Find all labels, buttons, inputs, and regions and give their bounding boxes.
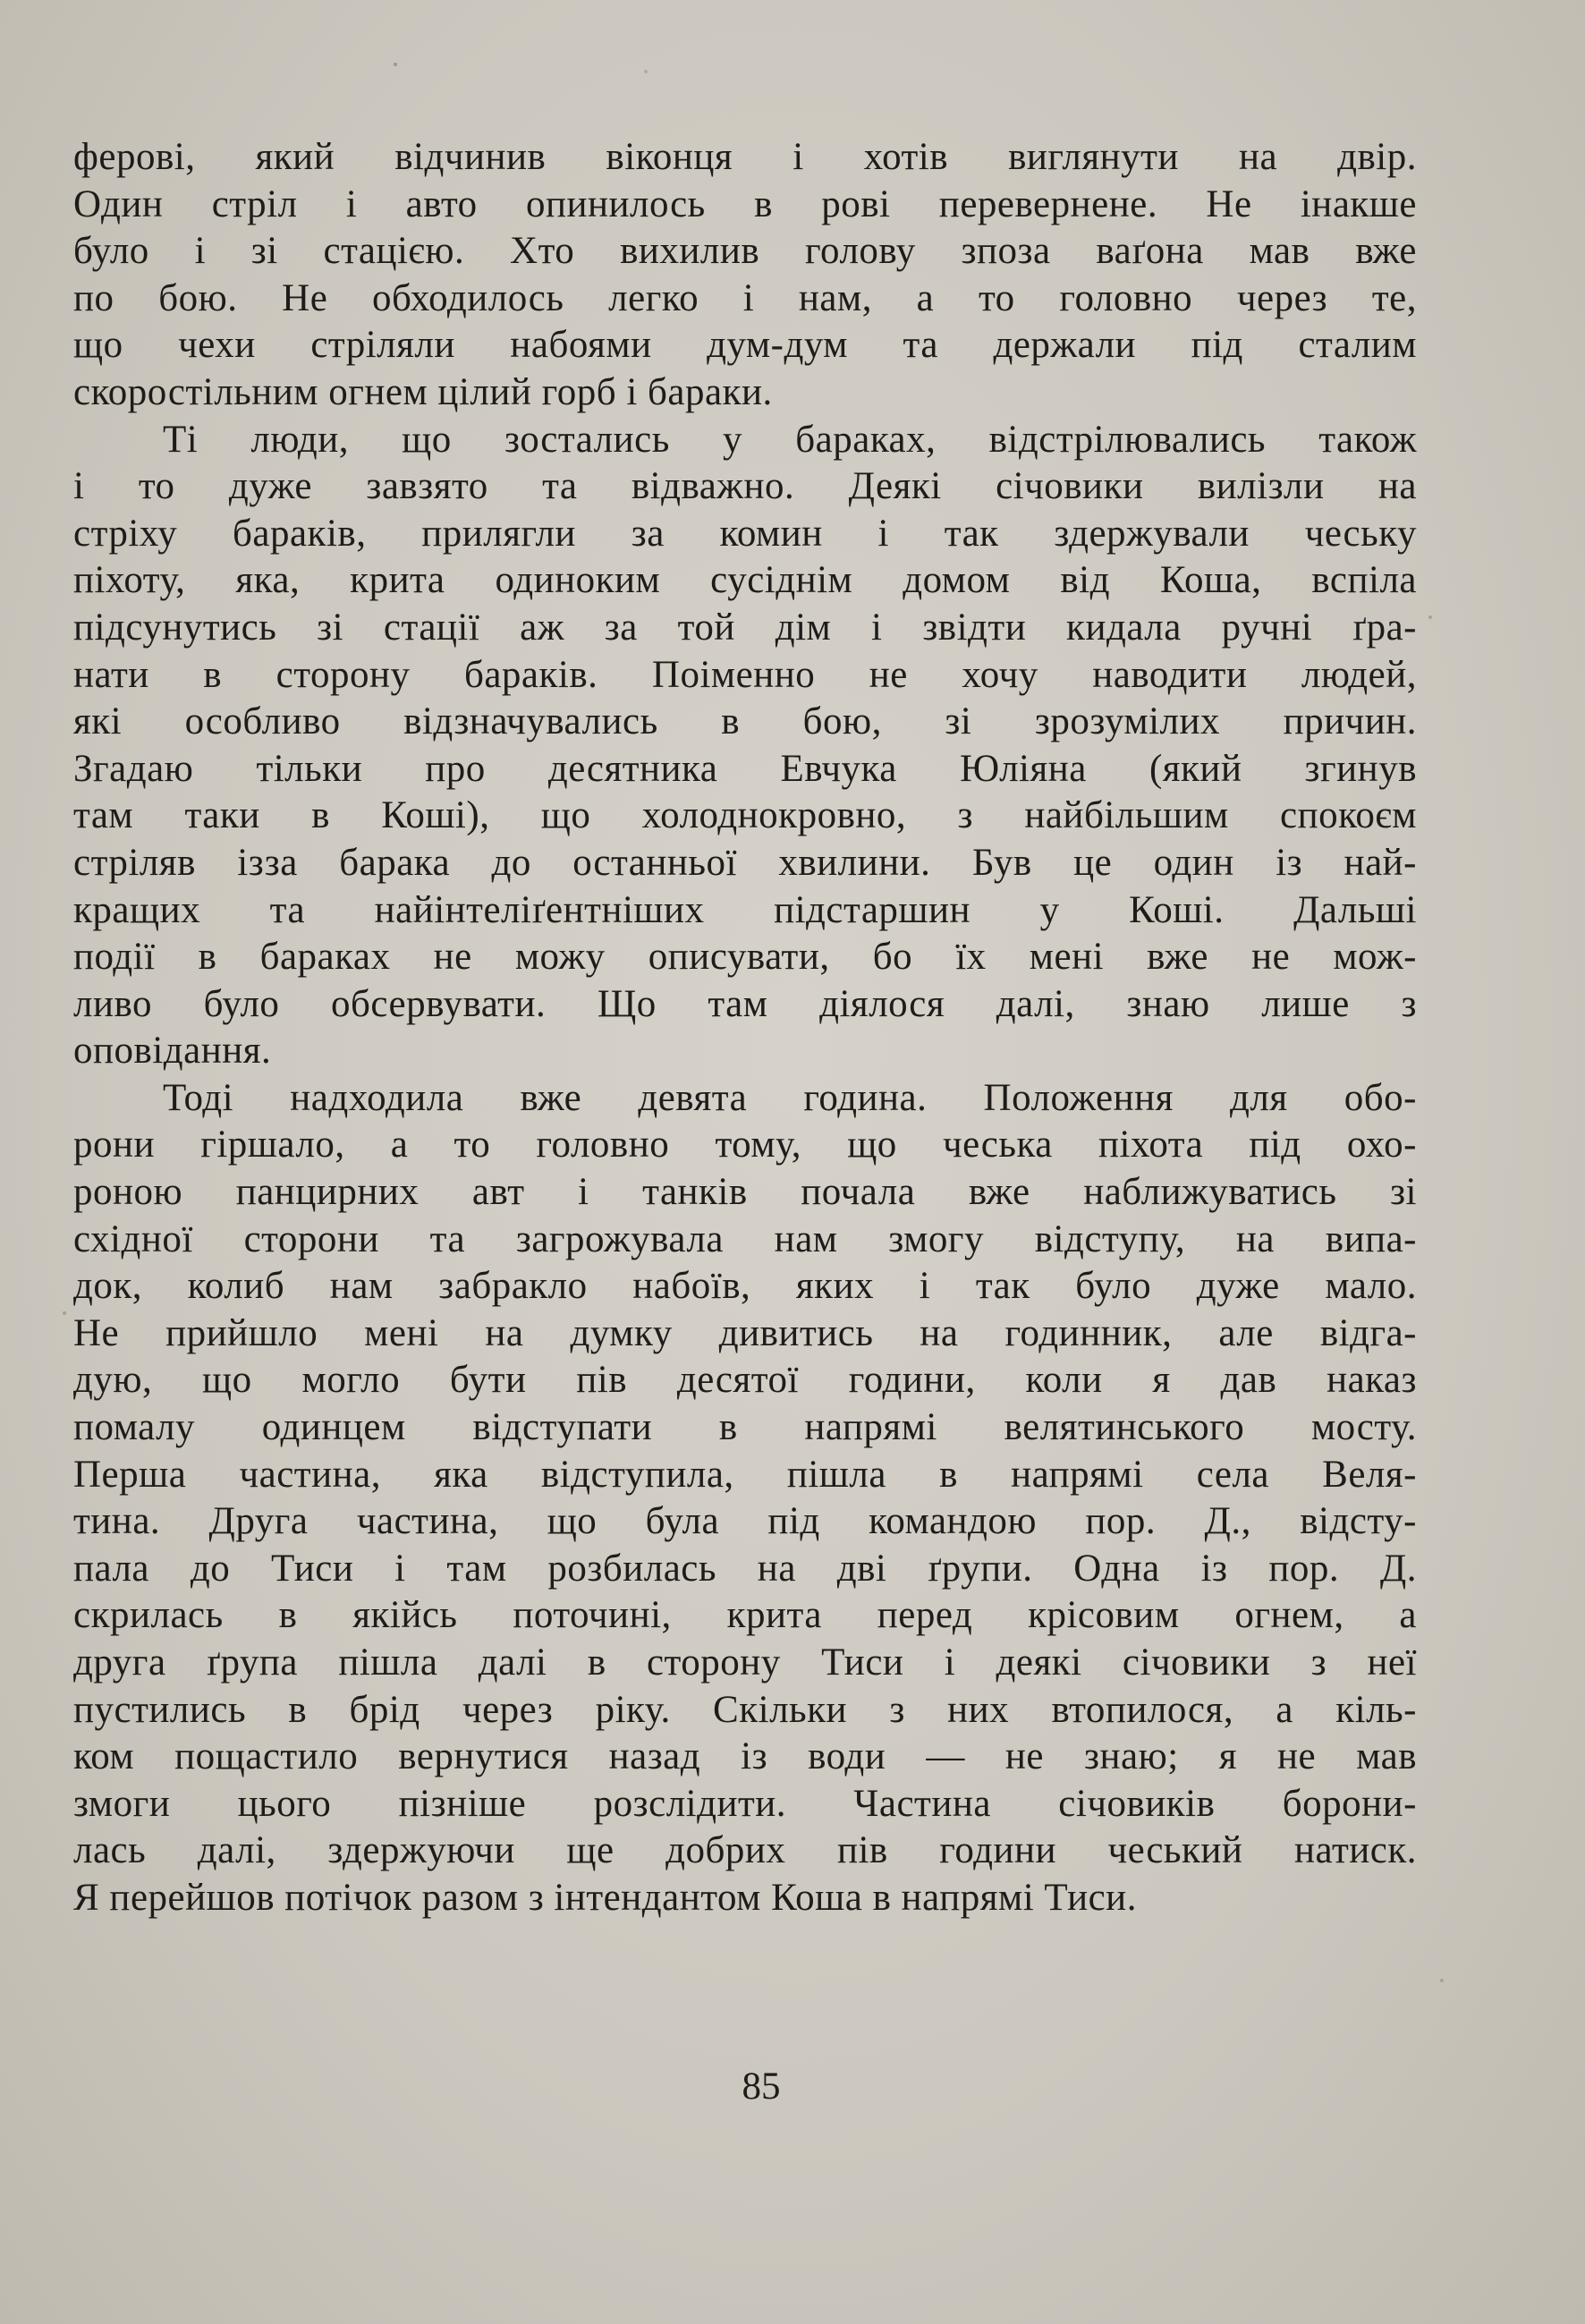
text-line: і то дуже завзято та відважно. Деякі січовики вилізли на (73, 465, 1417, 508)
text-line: друга ґрупа пішла далі в сторону Тиси і деякі січовики з неї (73, 1641, 1417, 1684)
text-line: по бою. Не обходилось легко і нам, а то головно через те, (73, 276, 1417, 319)
text-line: Я перейшов потічок разом з інтендантом Коша в напрямі Тиси. (73, 1876, 1137, 1919)
paper-speck (394, 63, 397, 66)
body-text (73, 134, 1417, 1922)
text-line: підсунутись зі стації аж за той дім і звідти кидала ручні ґра- (73, 606, 1417, 649)
text-line: ком пощастило вернутися назад із води — не знаю; я не мав (73, 1735, 1417, 1778)
text-line: ливо було обсервувати. Що там діялося далі, знаю лише з (73, 982, 1417, 1025)
text-line: було і зі стацією. Хто вихилив голову зпоза ваґона мав вже (73, 230, 1417, 273)
text-line: лась далі, здержуючи ще добрих пів години чеський натиск. (73, 1829, 1417, 1872)
text-line: рони гіршало, а то головно тому, що чеська піхота під охо- (73, 1124, 1417, 1166)
text-line: Один стріл і авто опинилось в рові перевернене. Не інакше (73, 182, 1417, 225)
text-line: там таки в Коші), що холоднокровно, з найбільшим спокоєм (73, 794, 1417, 837)
text-line: стріляв ізза барака до останньої хвилини. Був це один із най- (73, 841, 1417, 884)
text-line: змоги цього пізніше розслідити. Частина січовиків борони- (73, 1782, 1417, 1825)
text-line: Тоді надходила вже девята година. Положення для обо- (163, 1076, 1417, 1119)
text-line: піхоту, яка, крита одиноким сусіднім домом від Коша, вспіла (73, 559, 1417, 602)
text-line: ферові, який відчинив віконця і хотів виглянути на двір. (73, 136, 1417, 178)
text-line: роною панцирних авт і танків почала вже наближуватись зі (73, 1171, 1417, 1214)
text-line: східної сторони та загрожувала нам змогу відступу, на випа- (73, 1217, 1417, 1260)
text-line: Не прийшло мені на думку дивитись на годинник, але відга- (73, 1311, 1417, 1354)
paper-speck (1440, 1979, 1444, 1982)
paper-speck (63, 1311, 66, 1315)
page-number: 85 (742, 2065, 781, 2108)
text-line: тина. Друга частина, що була під командою пор. Д., відсту- (73, 1500, 1417, 1543)
text-line: події в бараках не можу описувати, бо їх мені вже не мож- (73, 936, 1417, 979)
text-line: Ті люди, що зостались у бараках, відстрілювались також (163, 418, 1417, 461)
text-line: Згадаю тільки про десятника Евчука Юліяна (який згинув (73, 747, 1417, 790)
text-line: стріху бараків, прилягли за комин і так здержували чеську (73, 512, 1417, 555)
text-line: скрилась в якійсь поточині, крита перед крісовим огнем, а (73, 1594, 1417, 1637)
text-line: що чехи стріляли набоями дум-дум та держали під сталим (73, 324, 1417, 367)
text-line: док, колиб нам забракло набоїв, яких і так було дуже мало. (73, 1265, 1417, 1308)
text-line: скоростільним огнем цілий горб і бараки. (73, 370, 773, 413)
text-line: пустились в брід через ріку. Скільки з них втопилося, а кіль- (73, 1688, 1417, 1731)
paper-speck (1428, 615, 1432, 619)
text-line: оповідання. (73, 1030, 272, 1073)
text-line: помалу одинцем відступати в напрямі велятинського мосту. (73, 1406, 1417, 1449)
paragraph (73, 1075, 1417, 1922)
paper-speck (644, 70, 648, 73)
text-line: дую, що могло бути пів десятої години, коли я дав наказ (73, 1359, 1417, 1402)
paragraph (73, 417, 1417, 1075)
paragraph (73, 134, 1417, 417)
text-line: кращих та найінтеліґентніших підстаршин у Коші. Дальші (73, 888, 1417, 931)
text-line: які особливо відзначувались в бою, зі зрозумілих причин. (73, 700, 1417, 743)
text-line: пала до Тиси і там розбилась на дві ґрупи. Одна із пор. Д. (73, 1547, 1417, 1590)
text-line: нати в сторону бараків. Поіменно не хочу наводити людей, (73, 653, 1417, 696)
text-line: Перша частина, яка відступила, пішла в напрямі села Веля- (73, 1453, 1417, 1496)
